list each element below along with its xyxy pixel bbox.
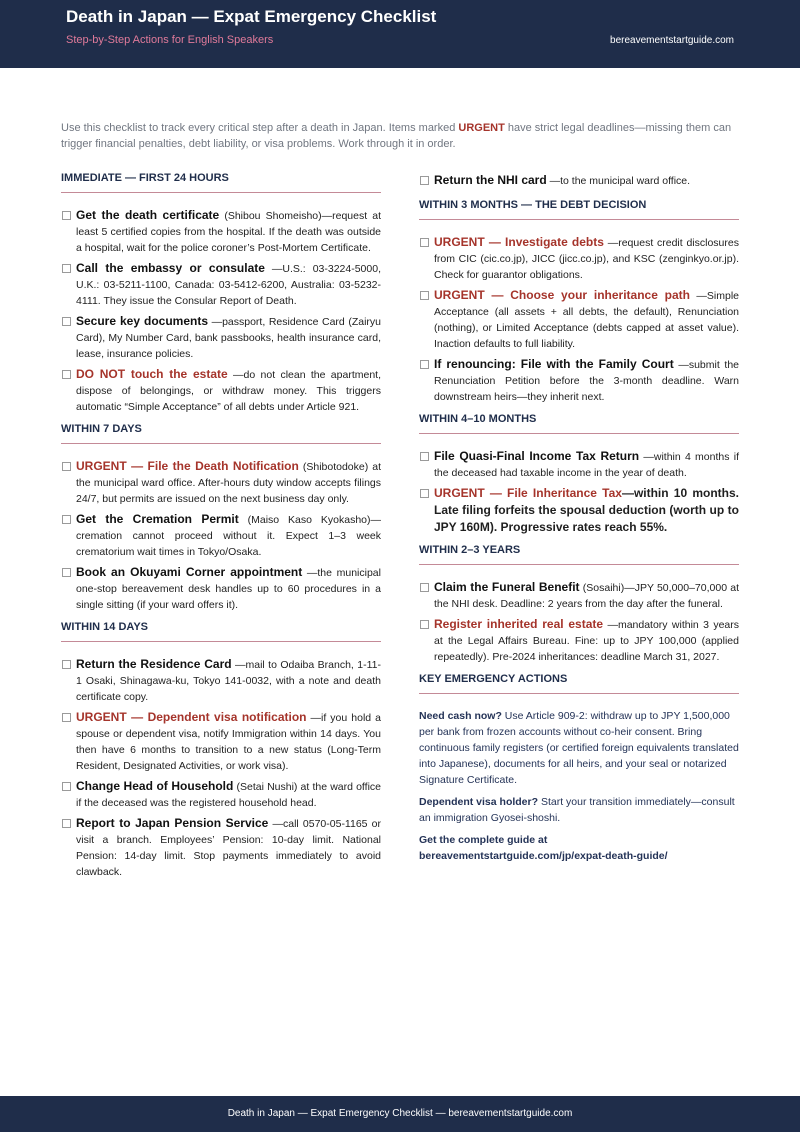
- item-title: URGENT — File the Death Notification: [76, 459, 299, 473]
- item-title: Book an Okuyami Corner appointment: [76, 565, 303, 579]
- checklist-item: [419, 616, 739, 665]
- left-column: [61, 172, 381, 888]
- item-title: DO NOT touch the estate: [76, 367, 228, 381]
- checklist-item: [61, 778, 381, 811]
- checkbox-icon[interactable]: [420, 291, 429, 300]
- item-description: —U.S.: 03-3224-5000, U.K.: 03-5211-1100, Canada: 03-5412-6200, Australia: 03-5232-4111. They issue the Consular Report of Death.: [76, 263, 381, 307]
- header-site-link[interactable]: bereavementstartguide.com: [610, 35, 734, 46]
- checkbox-icon[interactable]: [420, 176, 429, 185]
- checkbox-icon[interactable]: [62, 819, 71, 828]
- cash-lead: Need cash now?: [419, 710, 502, 722]
- cash-paragraph: [419, 708, 739, 788]
- checklist-item: [61, 815, 381, 880]
- checkbox-icon[interactable]: [62, 515, 71, 524]
- checklist-section: [419, 413, 739, 536]
- item-description: (Shibotodoke) at the municipal ward office. After-hours duty window accepts filings 24/7, but permits are issued on the next business day only.: [76, 461, 382, 505]
- item-description: —to the municipal ward office.: [546, 175, 691, 187]
- checklist-item: [419, 172, 739, 189]
- checkbox-icon[interactable]: [420, 583, 429, 592]
- guide-link[interactable]: bereavementstartguide.com/jp/expat-death-guide/: [419, 850, 668, 862]
- item-description: —within 4 months if the deceased had taxable income in the year of death.: [434, 451, 739, 479]
- checklist-item: [419, 356, 739, 405]
- checklist-item: [61, 709, 381, 774]
- item-title: File Quasi-Final Income Tax Return: [434, 449, 640, 463]
- section-heading: WITHIN 2–3 YEARS: [419, 544, 739, 565]
- item-title: Return the Residence Card: [76, 657, 232, 671]
- item-title: Register inherited real estate: [434, 617, 604, 631]
- checkbox-icon[interactable]: [420, 238, 429, 247]
- checkbox-icon[interactable]: [62, 211, 71, 220]
- checkbox-icon[interactable]: [62, 782, 71, 791]
- item-title: URGENT — Investigate debts: [434, 235, 604, 249]
- item-description: —submit the Renunciation Petition before the 3-month deadline. Warn downstream heirs—they inherit next.: [434, 359, 739, 403]
- item-description: —passport, Residence Card (Zairyu Card), My Number Card, bank passbooks, health insurance card, lease, insurance policies.: [76, 316, 381, 360]
- item-description: —the municipal one-stop bereavement desk handles up to 60 procedures in a single sitting (if your ward offers it).: [76, 567, 381, 611]
- page-subtitle: Step-by-Step Actions for English Speakers: [66, 34, 274, 46]
- page-title: Death in Japan — Expat Emergency Checklist: [66, 7, 437, 26]
- checklist-item: [419, 448, 739, 481]
- checklist-item: [61, 656, 381, 705]
- cash-body: Use Article 909-2: withdraw up to JPY 1,500,000 per bank from frozen accounts without co-heir consent. Bring continuous family registers (or certified foreign equivalents translated into Japanese), documents for all heirs, and your seal or notarized Signature Certificate.: [419, 710, 739, 786]
- item-title: Secure key documents: [76, 314, 209, 328]
- right-column: [419, 172, 739, 872]
- item-title: Claim the Funeral Benefit: [434, 580, 580, 594]
- item-title: If renouncing: File with the Family Court: [434, 357, 674, 371]
- item-description: (Shibou Shomeisho)—request at least 5 certified copies from the hospital. If the death was outside a hospital, wait for the police coroner’s Post-Mortem Certificate.: [76, 210, 381, 254]
- checkbox-icon[interactable]: [62, 568, 71, 577]
- section-heading: WITHIN 3 MONTHS — THE DEBT DECISION: [419, 199, 739, 220]
- intro-text-before: Use this checklist to track every critical step after a death in Japan. Items marked: [61, 122, 459, 134]
- item-description: —request credit disclosures from CIC (cic.co.jp), JICC (jicc.co.jp), and KSC (zenginkyo.or.jp). Check for guarantor obligations.: [434, 237, 739, 281]
- checklist-section: [61, 621, 381, 880]
- item-description: (Setai Nushi) at the ward office if the deceased was the registered household head.: [76, 781, 381, 809]
- checkbox-icon[interactable]: [62, 462, 71, 471]
- checklist-item: [61, 366, 381, 415]
- checklist-item: [61, 564, 381, 613]
- section-heading: WITHIN 14 DAYS: [61, 621, 381, 642]
- checkbox-icon[interactable]: [62, 370, 71, 379]
- item-deadline-note: —within 10 months. Late filing forfeits the spousal deduction (worth up to JPY 160M). Progressive rates reach 55%.: [434, 486, 739, 534]
- page-header: [0, 0, 800, 68]
- checklist-item: [61, 458, 381, 507]
- checklist-item: [419, 579, 739, 612]
- checkbox-icon[interactable]: [420, 452, 429, 461]
- checklist-section: [61, 172, 381, 415]
- visa-body: Start your transition immediately—consult an immigration Gyosei-shoshi.: [419, 796, 735, 824]
- item-description: (Sosaihi)—JPY 50,000–70,000 at the NHI desk. Deadline: 2 years from the day after the funeral.: [434, 582, 739, 610]
- page-footer: Death in Japan — Expat Emergency Checklist — bereavementstartguide.com: [0, 1096, 800, 1132]
- checklist-item: [61, 313, 381, 362]
- item-description: —Simple Acceptance (all assets + all debts, the default), Renunciation (nothing), or Limited Acceptance (debts capped at asset value). Inaction defaults to full liability.: [434, 290, 739, 350]
- item-title: Change Head of Household: [76, 779, 234, 793]
- checklist-item: [419, 287, 739, 352]
- checklist-item: [419, 485, 739, 536]
- checklist-item: [61, 207, 381, 256]
- item-title: Get the death certificate: [76, 208, 220, 222]
- intro-paragraph: [61, 120, 741, 152]
- guide-line1: Get the complete guide at: [419, 834, 548, 846]
- checkbox-icon[interactable]: [62, 660, 71, 669]
- item-description: —mandatory within 3 years at the Legal Affairs Bureau. Fine: up to JPY 100,000 (applied repeatedly). Pre-2024 inheritances: deadline March 31, 2027.: [434, 619, 740, 663]
- checkbox-icon[interactable]: [62, 317, 71, 326]
- item-title: Call the embassy or consulate: [76, 261, 265, 275]
- item-description: (Maiso Kaso Kyokasho)—cremation cannot proceed without it. Expect 1–3 week crematorium wait times in Tokyo/Osaka.: [76, 514, 381, 558]
- intro-text-after: have strict legal deadlines—missing them can trigger financial penalties, debt liability, or visa problems. Work through it in order.: [61, 122, 732, 150]
- item-title: Return the NHI card: [434, 173, 547, 187]
- item-title: URGENT — Choose your inheritance path: [434, 288, 691, 302]
- item-title: URGENT — Dependent visa notification: [76, 710, 307, 724]
- guide-paragraph: [419, 832, 739, 864]
- item-description: —call 0570-05-1165 or visit a branch. Employees’ Pension: 10-day limit. National Pension: 14-day limit. Stop payments immediately to avoid clawback.: [76, 818, 382, 878]
- visa-paragraph: [419, 794, 739, 826]
- intro-urgent-word: URGENT: [458, 122, 505, 134]
- checkbox-icon[interactable]: [62, 713, 71, 722]
- checklist-item: [61, 511, 381, 560]
- section-heading: WITHIN 4–10 MONTHS: [419, 413, 739, 434]
- checkbox-icon[interactable]: [62, 264, 71, 273]
- item-description: —do not clean the apartment, dispose of belongings, or withdraw money. This triggers automatic “Simple Acceptance” of all debts under Article 921.: [76, 369, 381, 413]
- item-description: —if you hold a spouse or dependent visa, notify Immigration within 14 days. You then have 6 months to transition to a new status (Long-Term Resident, Designated Activities, or work visa).: [76, 712, 381, 772]
- checkbox-icon[interactable]: [420, 620, 429, 629]
- checkbox-icon[interactable]: [420, 489, 429, 498]
- checkbox-icon[interactable]: [420, 360, 429, 369]
- key-emergency-actions: [419, 673, 739, 864]
- checklist-section: [61, 423, 381, 613]
- checklist-section: [419, 199, 739, 405]
- checklist-item: [419, 234, 739, 283]
- checklist-section: [419, 544, 739, 665]
- section-heading: KEY EMERGENCY ACTIONS: [419, 673, 739, 694]
- item-title: URGENT — File Inheritance Tax: [434, 486, 622, 500]
- section-heading: IMMEDIATE — FIRST 24 HOURS: [61, 172, 381, 193]
- item-title: Get the Cremation Permit: [76, 512, 239, 526]
- checklist-item: [61, 260, 381, 309]
- item-description: —mail to Odaiba Branch, 1-11-1 Osaki, Shinagawa-ku, Tokyo 141-0032, with a note and death certificate copy.: [76, 659, 381, 703]
- section-heading: WITHIN 7 DAYS: [61, 423, 381, 444]
- item-title: Report to Japan Pension Service: [76, 816, 269, 830]
- visa-lead: Dependent visa holder?: [419, 796, 539, 808]
